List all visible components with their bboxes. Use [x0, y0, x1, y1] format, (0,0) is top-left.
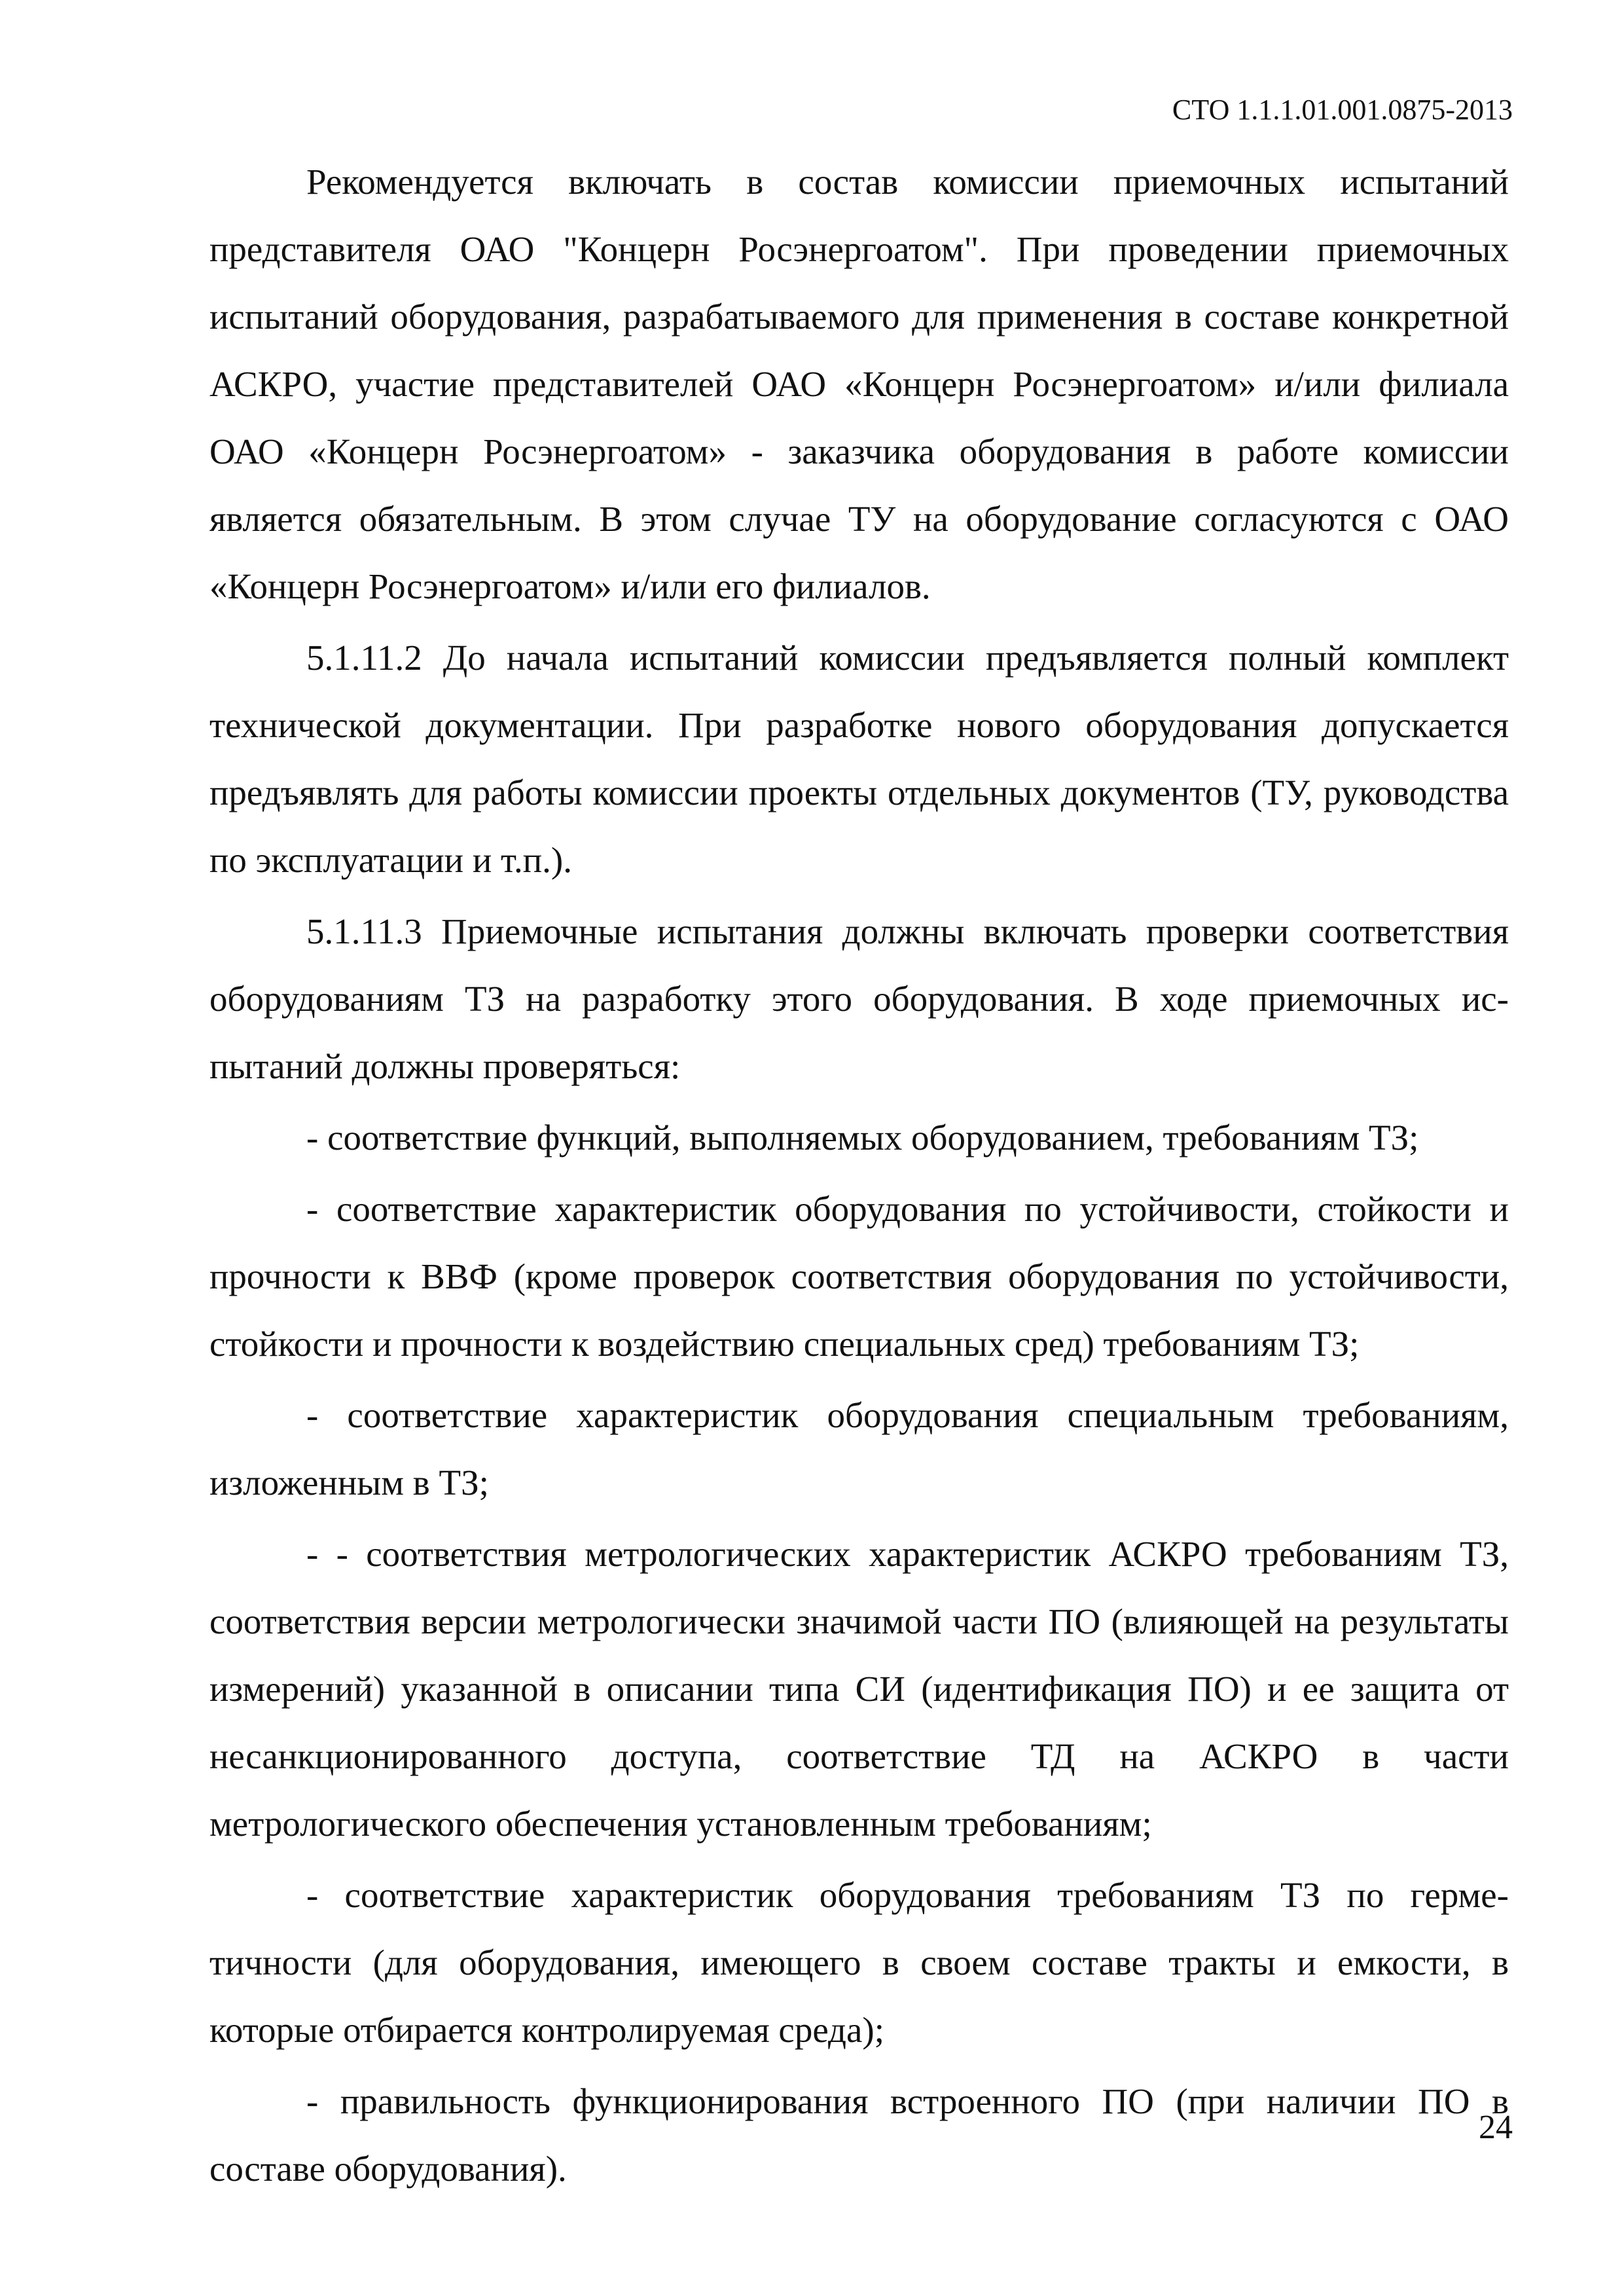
list-item-embedded-software: - правильность функционирования встроенного ПО (при наличии ПО в составе оборудования).	[209, 2081, 1509, 2189]
paragraph-5-1-11-2: 5.1.11.2 До начала испытаний комиссии предъявляется полный комплект технической документации. При разработке нового оборудования допускается предъявлять для работы комиссии проекты отдельных документов (ТУ, руководства по эксплуатации и т.п.).	[209, 638, 1509, 880]
paragraph-commission-composition: Рекомендуется включать в состав комиссии приемочных испытаний представителя ОАО "Концерн Росэнергоатом". При проведении приемочных испытаний оборудования, разрабатываемого для применения в составе конкретной АСКРО, участие представителей ОАО «Концерн Росэнергоатом» и/или филиала ОАО «Концерн Росэнергоатом» - заказчика оборудования в работе комиссии является обязательным. В этом случае ТУ на оборудование согласуются с ОАО «Концерн Росэнергоатом» и/или его филиалов.	[209, 162, 1509, 606]
list-item-resistance: - соответствие характеристик оборудования по устойчивости, стойкости и прочности к ВВФ (кроме проверок соответствия оборудования по устойчивости, стойкости и прочности к воздействию специальных сред) требованиям ТЗ;	[209, 1189, 1509, 1364]
page-body	[209, 148, 1509, 2206]
paragraph-5-1-11-3: 5.1.11.3 Приемочные испытания должны включать проверки соответствия оборудованиям ТЗ на разработку этого оборудования. В ходе приемочных испытаний должны проверяться:	[209, 911, 1509, 1086]
document-code: СТО 1.1.1.01.001.0875-2013	[1172, 94, 1513, 126]
list-item-tightness: - соответствие характеристик оборудования требованиям ТЗ по герметичности (для оборудования, имеющего в своем составе тракты и емкости, в которые отбирается контролируемая среда);	[209, 1875, 1509, 2050]
list-item-special-requirements: - соответствие характеристик оборудования специальным требованиям, изложенным в ТЗ;	[209, 1395, 1509, 1503]
page-number: 24	[1479, 2109, 1513, 2146]
list-item-metrology: - - соответствия метрологических характеристик АСКРО требованиям ТЗ, соответствия версии метрологически значимой части ПО (влияющей на результаты измерений) указанной в описании типа СИ (идентификация ПО) и ее защита от несанкционированного доступа, соответствие ТД на АСКРО в части метрологического обеспечения установленным требованиям;	[209, 1534, 1509, 1844]
list-item-functions: - соответствие функций, выполняемых оборудованием, требованиям ТЗ;	[306, 1118, 1419, 1157]
